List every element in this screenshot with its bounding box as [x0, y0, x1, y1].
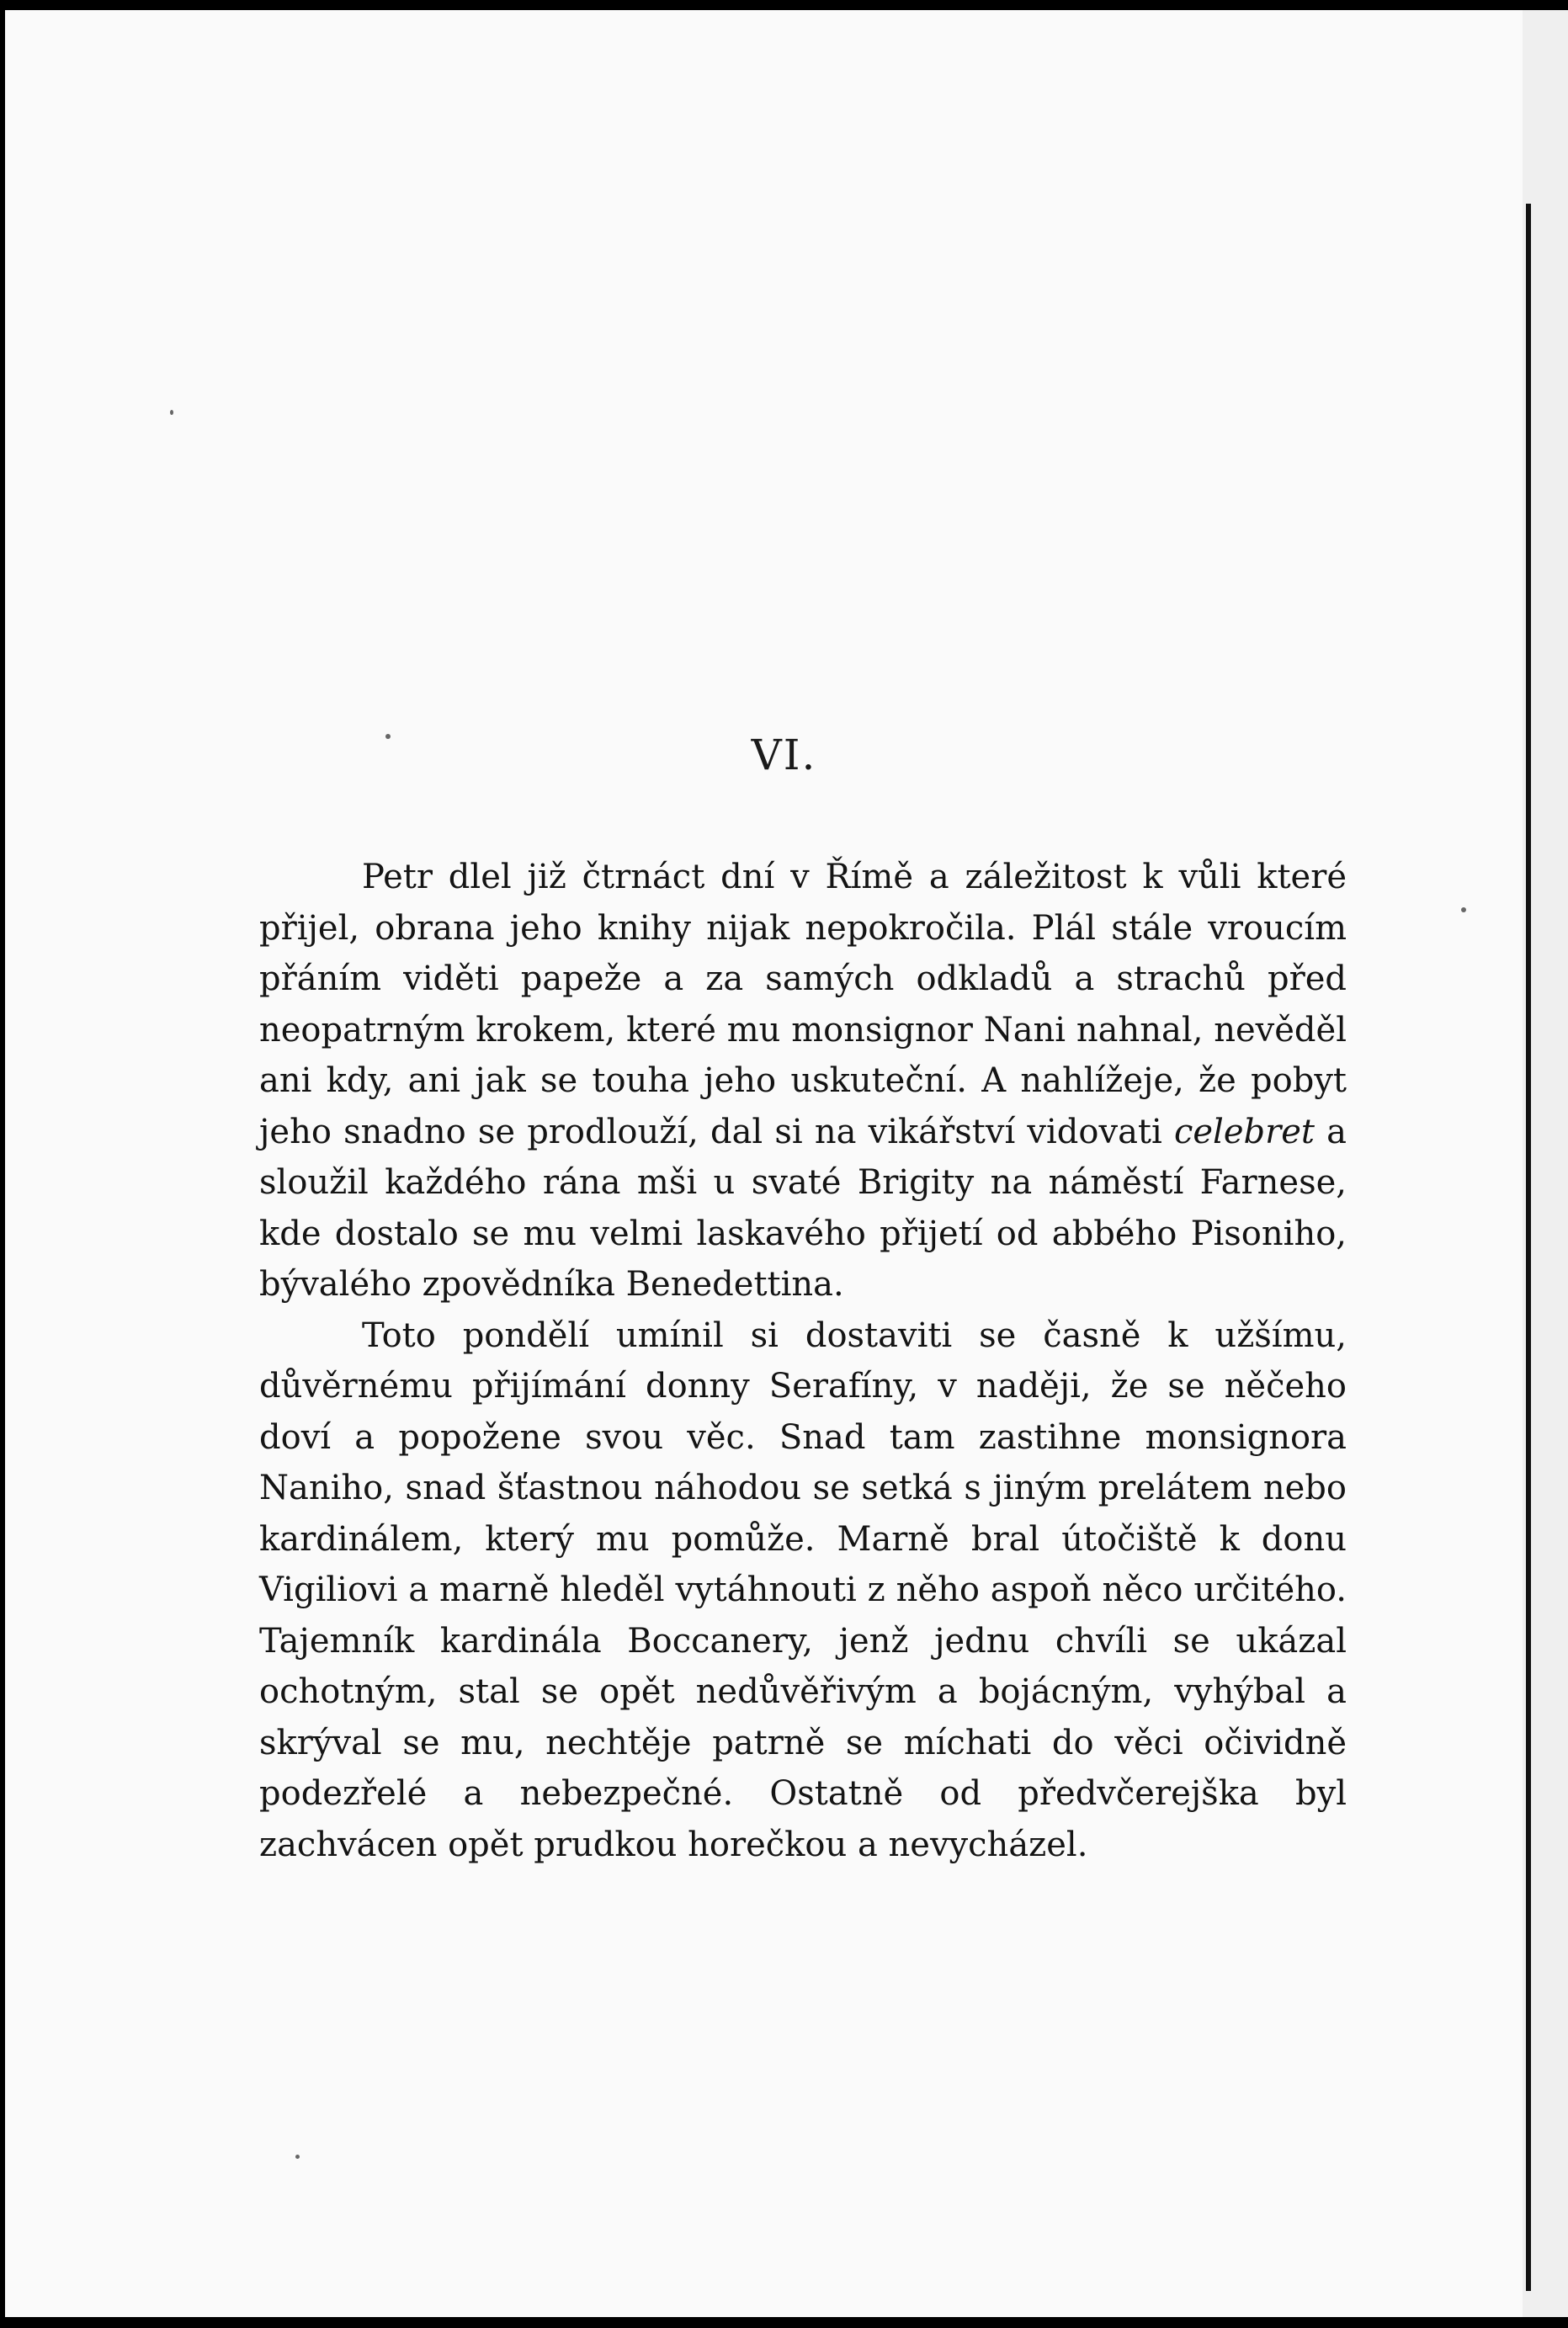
- paragraph-1-start: Petr dlel již čtrnáct dní v Římě a záležitost k vůli které přijel, obrana jeho knihy nijak nepokročila. Plál stále vroucím přáním viděti papeže a za samých odkladů a strachů před neopatrným krokem, které mu monsignor Nani nahnal, nevěděl ani kdy, ani jak se touha jeho uskuteční. A nahlížeje, že pobyt jeho snadno se prodlouží, dal si na vikářství vidovati: [259, 858, 1347, 1151]
- page-speck: [295, 2155, 300, 2159]
- paragraph-1-italic-term: celebret: [1173, 1112, 1315, 1151]
- page-speck: [170, 410, 173, 415]
- paragraph-2: Toto pondělí umínil si dostaviti se časně k užšímu, důvěrnému přijímání donny Serafíny, v naději, že se něčeho doví a popožene svou věc. Snad tam zastihne monsignora Naniho, snad šťastnou náhodou se setká s jiným prelátem nebo kardinálem, který mu pomůže. Marně bral útočiště k donu Vigiliovi a marně hleděl vytáhnouti z něho aspoň něco určitého. Tajemník kardinála Boccanery, jenž jednu chvíli se ukázal ochotným, stal se opět nedůvěřivým a bojácným, vyhýbal a skrýval se mu, nechtěje patrně se míchati do věci očividně podezřelé a nebezpečné. Ostatně od předvčerejška byl zachvácen opět prudkou horečkou a nevycházel.: [259, 1315, 1347, 1864]
- page-right-edge: [1523, 10, 1568, 2317]
- body-text: [259, 852, 1347, 1870]
- chapter-heading: VI.: [751, 731, 817, 779]
- paragraph-1-end: a sloužil každého rána mši u svaté Brigity na náměstí Farnese, kde dostalo se mu velmi laskavého přijetí od abbého Pisoniho, bývalého zpovědníka Benedettina.: [259, 1112, 1347, 1304]
- paragraph-1: [259, 852, 1347, 1310]
- page-speck: [1461, 907, 1466, 912]
